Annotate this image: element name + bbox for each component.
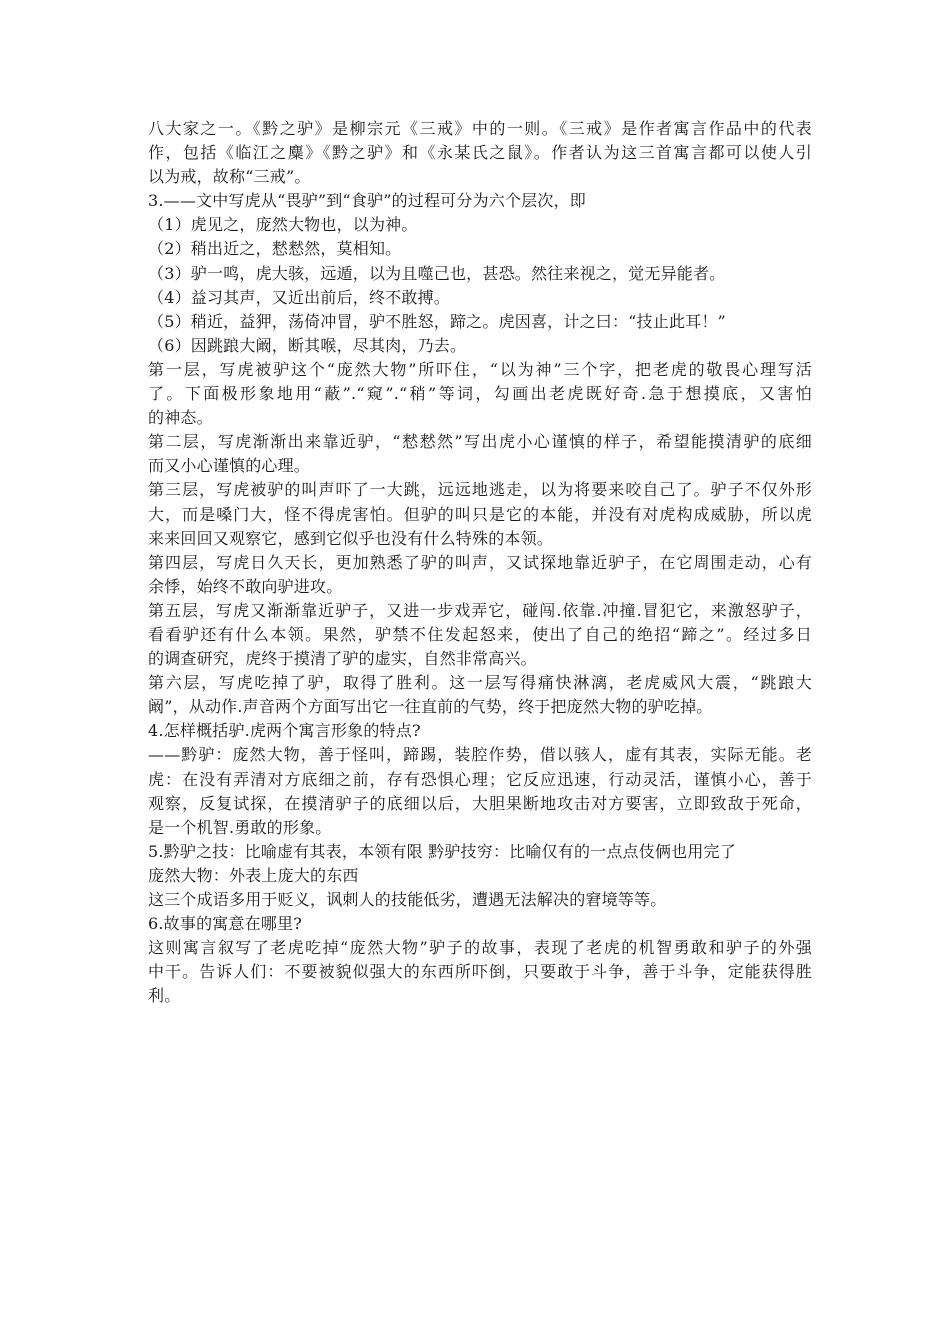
- text-line: 6.故事的寓意在哪里?: [148, 914, 303, 934]
- text-line: 第三层，写虎被驴的叫声吓了一大跳，远远地逃走，以为将要来咬自己了。驴子不仅外形: [148, 480, 812, 500]
- text-line: （6）因跳踉大阚，断其喉，尽其肉，乃去。: [148, 335, 467, 355]
- text-line: 余悸，始终不敢向驴进攻。: [148, 576, 343, 596]
- text-line: 第六层，写虎吃掉了驴，取得了胜利。这一层写得痛快淋漓，老虎威风大震，“跳踉大: [148, 673, 812, 693]
- text-line: 大，而是嗓门大，怪不得虎害怕。但驴的叫只是它的本能，并没有对虎构成威胁，所以虎: [148, 504, 812, 524]
- text-line: 第四层，写虎日久天长，更加熟悉了驴的叫声，又试探地靠近驴子，在它周围走动，心有: [148, 552, 812, 572]
- text-line: （4）益习其声，又近出前后，终不敢搏。: [148, 287, 450, 307]
- text-line: 看看驴还有什么本领。果然，驴禁不住发起怒来，使出了自己的绝招“蹄之”。经过多日: [148, 624, 812, 644]
- text-line: 5.黔驴之技：比喻虚有其表，本领有限 黔驴技穷：比喻仅有的一点点伎俩也用完了: [148, 841, 736, 861]
- text-line: 作，包括《临江之麋》《黔之驴》和《永某氏之鼠》。作者认为这三首寓言都可以使人引: [148, 143, 812, 163]
- document-page: [148, 117, 812, 1008]
- text-line: 庞然大物：外表上庞大的东西: [148, 865, 359, 885]
- text-line: （2）稍出近之，慭慭然，莫相知。: [148, 239, 402, 259]
- text-line: 虎：在没有弄清对方底细之前，存有恐惧心理；它反应迅速，行动灵活，谨慎小心，善于: [148, 769, 812, 789]
- text-line: ——黔驴：庞然大物，善于怪叫，蹄踢，装腔作势，借以骇人，虚有其表，实际无能。老: [148, 745, 812, 765]
- text-line: 来来回回又观察它，感到它似乎也没有什么特殊的本领。: [148, 528, 554, 548]
- text-line: 是一个机智.勇敢的形象。: [148, 817, 332, 837]
- text-line: 以为戒，故称“三戒”。: [148, 167, 311, 187]
- text-line: （5）稍近，益狎，荡倚冲冒，驴不胜怒，蹄之。虎因喜，计之曰：“技止此耳！”: [148, 311, 726, 331]
- text-line: 第二层，写虎渐渐出来靠近驴，“慭慭然”写出虎小心谨慎的样子，希望能摸清驴的底细: [148, 432, 812, 452]
- text-line: 利。: [148, 986, 181, 1006]
- text-line: 阚”，从动作.声音两个方面写出它一往直前的气势，终于把庞然大物的驴吃掉。: [148, 697, 713, 717]
- text-line: 4.怎样概括驴.虎两个寓言形象的特点?: [148, 721, 421, 741]
- text-line: 第一层，写虎被驴这个“庞然大物”所吓住，“以为神”三个字，把老虎的敬畏心理写活: [148, 359, 812, 379]
- text-line: （3）驴一鸣，虎大骇，远遁，以为且噬己也，甚恐。然往来视之，觉无异能者。: [148, 263, 726, 283]
- text-line: 八大家之一。《黔之驴》是柳宗元《三戒》中的一则。《三戒》是作者寓言作品中的代表: [148, 119, 812, 138]
- text-line: 这三个成语多用于贬义，讽刺人的技能低劣，遭遇无法解决的窘境等等。: [148, 890, 667, 909]
- text-line: 第五层，写虎又渐渐靠近驴子，又进一步戏弄它，碰闯.依靠.冲撞.冒犯它，来激怒驴子，: [148, 600, 812, 620]
- text-line: 而又小心谨慎的心理。: [148, 456, 311, 476]
- text-line: 中干。告诉人们：不要被貌似强大的东西所吓倒，只要敢于斗争，善于斗争，定能获得胜: [148, 962, 812, 982]
- text-line: 的调查研究，虎终于摸清了驴的虚实，自然非常高兴。: [148, 649, 537, 669]
- text-line: 了。下面极形象地用“蔽”.“窥”.“稍”等词，勾画出老虎既好奇.急于想摸底，又害怕: [148, 384, 812, 404]
- text-line: 这则寓言叙写了老虎吃掉“庞然大物”驴子的故事，表现了老虎的机智勇敢和驴子的外强: [148, 938, 812, 958]
- text-line: 观察，反复试探，在摸清驴子的底细以后，大胆果断地攻击对方要害，立即致敌于死命，: [148, 793, 812, 813]
- text-line: 的神态。: [148, 408, 213, 428]
- text-line: （1）虎见之，庞然大物也，以为神。: [148, 215, 418, 235]
- text-line: 3.——文中写虎从“畏驴”到“食驴”的过程可分为六个层次，即: [148, 191, 586, 211]
